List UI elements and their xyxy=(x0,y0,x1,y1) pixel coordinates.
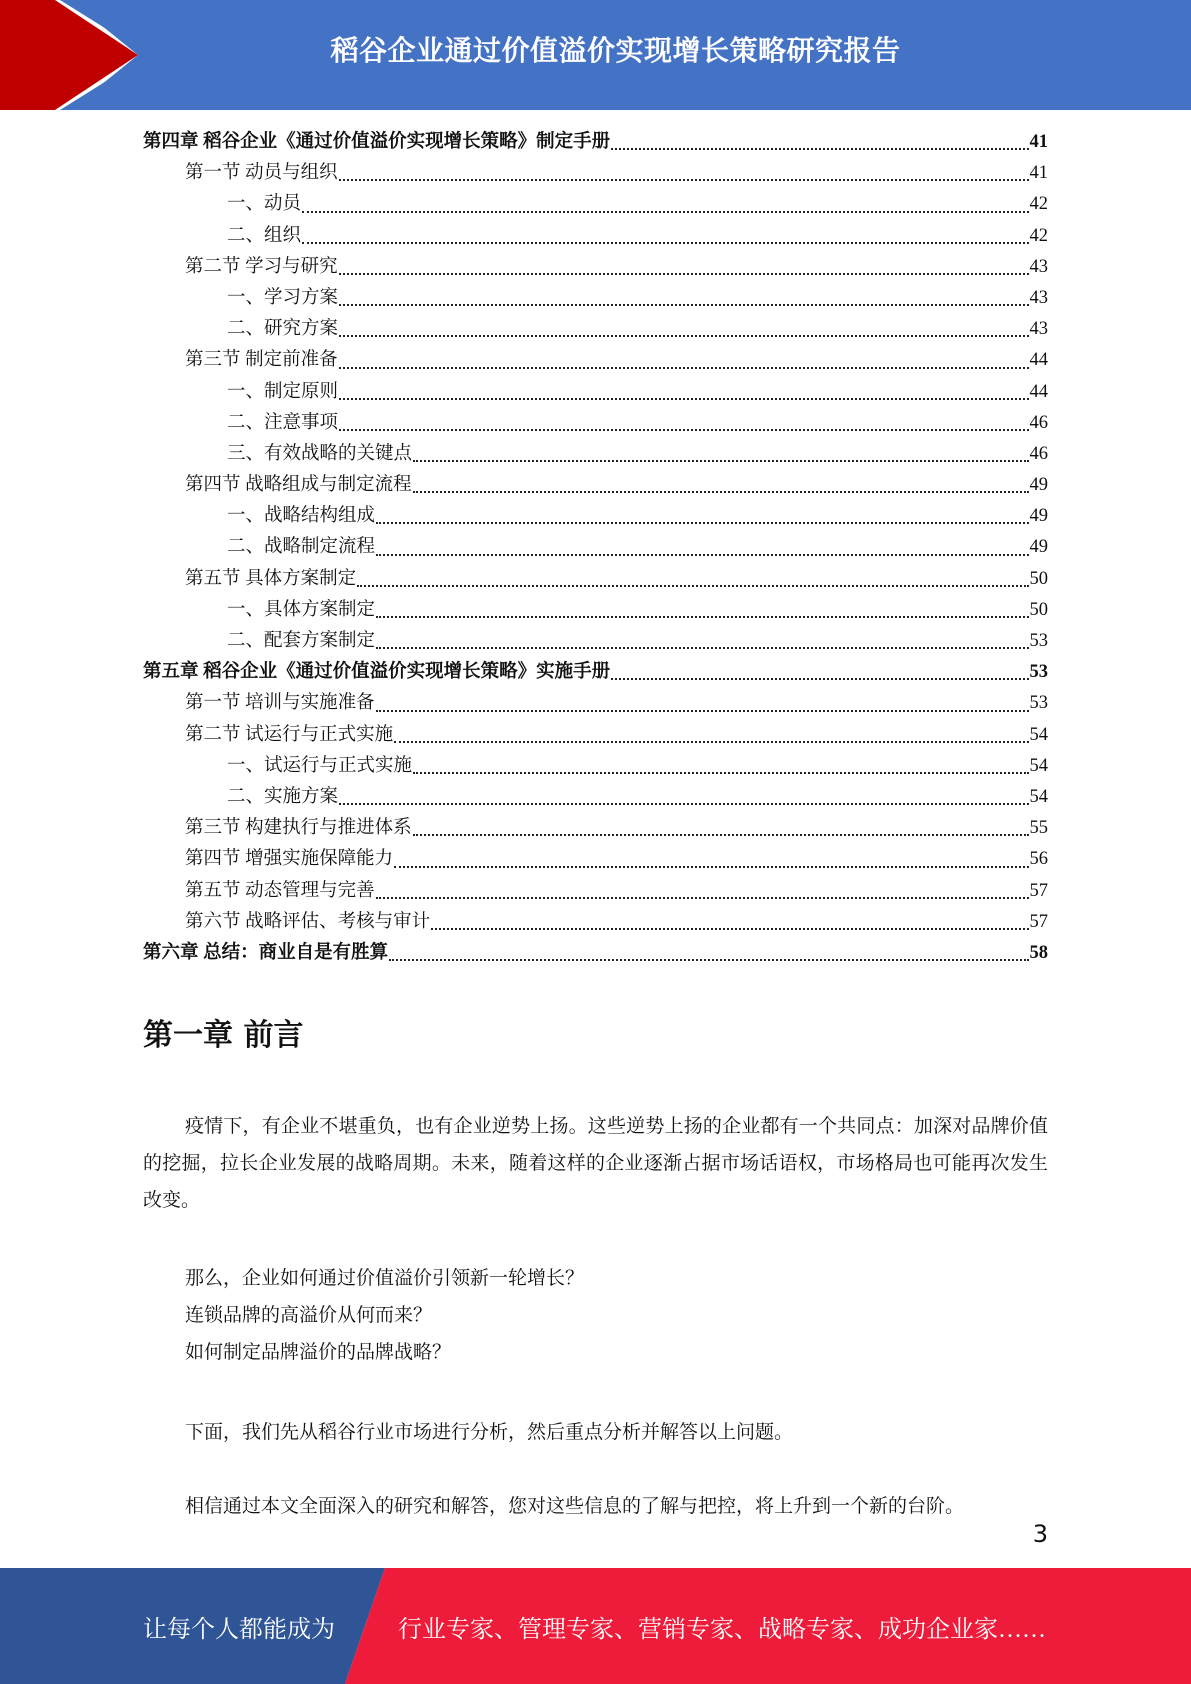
toc-entry[interactable] xyxy=(143,751,1048,782)
toc-entry-label: 一、学习方案 xyxy=(227,287,339,308)
toc-entry-page: 50 xyxy=(1029,568,1048,589)
toc-entry[interactable] xyxy=(143,720,1048,751)
toc-leader-dots xyxy=(376,897,1029,899)
toc-entry-page: 43 xyxy=(1029,256,1048,277)
toc-leader-dots xyxy=(376,616,1028,618)
toc-entry[interactable] xyxy=(143,626,1048,657)
toc-entry-page: 50 xyxy=(1029,599,1048,620)
toc-leader-dots xyxy=(302,242,1028,244)
toc-leader-dots xyxy=(339,398,1028,400)
toc-entry[interactable] xyxy=(143,844,1048,875)
toc-entry-page: 55 xyxy=(1029,818,1048,839)
toc-entry-page: 54 xyxy=(1029,786,1048,807)
toc-entry-label: 第四节 战略组成与制定流程 xyxy=(185,475,412,496)
toc-entry-label: 第二节 学习与研究 xyxy=(185,256,338,277)
toc-entry[interactable] xyxy=(143,657,1048,688)
toc-entry[interactable] xyxy=(143,907,1048,938)
toc-entry[interactable] xyxy=(143,938,1048,969)
toc-entry[interactable] xyxy=(143,252,1048,283)
toc-leader-dots xyxy=(413,460,1028,462)
toc-entry-page: 58 xyxy=(1029,942,1048,963)
intro-paragraph: 疫情下，有企业不堪重负，也有企业逆势上扬。这些逆势上扬的企业都有一个共同点：加深对品牌价值的挖掘，拉长企业发展的战略周期。未来，随着这样的企业逐渐占据市场话语权，市场格局也可能再次发生改变。 xyxy=(143,1116,1048,1211)
question-3: 如何制定品牌溢价的品牌战略？ xyxy=(185,1342,452,1363)
toc-entry[interactable] xyxy=(143,532,1048,563)
toc-entry-label: 一、具体方案制定 xyxy=(227,599,376,620)
toc-entry[interactable] xyxy=(143,314,1048,345)
toc-entry[interactable] xyxy=(143,127,1048,158)
toc-entry-label: 第一节 培训与实施准备 xyxy=(185,693,375,714)
toc-entry-label: 第一节 动员与组织 xyxy=(185,163,338,184)
toc-entry[interactable] xyxy=(143,158,1048,189)
toc-entry[interactable] xyxy=(143,221,1048,252)
toc-entry[interactable] xyxy=(143,408,1048,439)
toc-entry-label: 第六章 总结：商业自是有胜算 xyxy=(143,942,389,963)
toc-entry[interactable] xyxy=(143,595,1048,626)
toc-entry[interactable] xyxy=(143,439,1048,470)
table-of-contents xyxy=(143,127,1048,969)
toc-entry-page: 41 xyxy=(1029,132,1048,152)
toc-leader-dots xyxy=(339,367,1029,369)
toc-entry-page: 42 xyxy=(1029,225,1048,246)
toc-entry-label: 一、试运行与正式实施 xyxy=(227,755,413,776)
toc-entry-page: 44 xyxy=(1029,381,1048,402)
toc-entry-page: 43 xyxy=(1029,287,1048,308)
toc-entry-page: 44 xyxy=(1029,350,1048,371)
toc-entry[interactable] xyxy=(143,345,1048,376)
toc-entry-label: 二、战略制定流程 xyxy=(227,537,376,558)
toc-entry-page: 49 xyxy=(1029,475,1048,496)
toc-entry-page: 53 xyxy=(1029,662,1048,683)
toc-entry-label: 第四章 稻谷企业《通过价值溢价实现增长策略》制定手册 xyxy=(143,132,611,152)
toc-entry[interactable] xyxy=(143,782,1048,813)
toc-entry[interactable] xyxy=(143,564,1048,595)
toc-entry-page: 56 xyxy=(1029,849,1048,870)
footer-slogan-right: 行业专家、管理专家、营销专家、战略专家、成功企业家…… xyxy=(398,1616,1046,1643)
toc-entry-label: 一、制定原则 xyxy=(227,381,339,402)
toc-entry-page: 41 xyxy=(1029,163,1048,184)
question-2: 连锁品牌的高溢价从何而来？ xyxy=(185,1305,433,1326)
toc-leader-dots xyxy=(611,678,1028,680)
toc-leader-dots xyxy=(302,211,1028,213)
toc-leader-dots xyxy=(339,335,1028,337)
toc-entry-label: 一、动员 xyxy=(227,194,302,215)
toc-entry-page: 57 xyxy=(1029,880,1048,901)
toc-leader-dots xyxy=(394,741,1028,743)
toc-entry-label: 二、组织 xyxy=(227,225,302,246)
toc-entry-label: 第三节 制定前准备 xyxy=(185,350,338,371)
toc-entry-page: 49 xyxy=(1029,506,1048,527)
toc-leader-dots xyxy=(413,834,1029,836)
page-number: 3 xyxy=(1032,1520,1048,1548)
toc-entry[interactable] xyxy=(143,501,1048,532)
header-chevron-decoration xyxy=(0,0,150,110)
toc-entry-label: 第五章 稻谷企业《通过价值溢价实现增长策略》实施手册 xyxy=(143,662,611,683)
toc-entry[interactable] xyxy=(143,283,1048,314)
toc-entry-page: 42 xyxy=(1029,194,1048,215)
toc-leader-dots xyxy=(389,959,1028,961)
analysis-paragraph: 下面，我们先从稻谷行业市场进行分析，然后重点分析并解答以上问题。 xyxy=(185,1422,794,1443)
toc-entry-label: 一、战略结构组成 xyxy=(227,506,376,527)
toc-entry[interactable] xyxy=(143,688,1048,719)
toc-entry-page: 46 xyxy=(1029,412,1048,433)
toc-entry-label: 第五节 动态管理与完善 xyxy=(185,880,375,901)
toc-leader-dots xyxy=(376,554,1028,556)
toc-entry-page: 53 xyxy=(1029,631,1048,651)
toc-entry-label: 第二节 试运行与正式实施 xyxy=(185,724,394,745)
toc-leader-dots xyxy=(376,522,1028,524)
toc-entry-label: 二、研究方案 xyxy=(227,319,339,340)
closing-paragraph: 相信通过本文全面深入的研究和解答，您对这些信息的了解与把控，将上升到一个新的台阶。 xyxy=(185,1496,965,1517)
toc-entry[interactable] xyxy=(143,377,1048,408)
toc-leader-dots xyxy=(413,772,1028,774)
toc-leader-dots xyxy=(339,304,1028,306)
toc-entry[interactable] xyxy=(143,876,1048,907)
footer-slogan-left: 让每个人都能成为 xyxy=(143,1616,335,1643)
chapter-title: 第一章 前言 xyxy=(143,1018,304,1053)
toc-entry-label: 二、实施方案 xyxy=(227,786,339,807)
toc-leader-dots xyxy=(376,710,1029,712)
toc-entry-page: 49 xyxy=(1029,537,1048,558)
report-title: 稻谷企业通过价值溢价实现增长策略研究报告 xyxy=(330,34,901,67)
toc-leader-dots xyxy=(611,148,1028,150)
toc-entry[interactable] xyxy=(143,189,1048,220)
toc-entry[interactable] xyxy=(143,813,1048,844)
toc-entry-label: 二、配套方案制定 xyxy=(227,631,376,651)
question-1: 那么，企业如何通过价值溢价引领新一轮增长？ xyxy=(185,1268,585,1289)
toc-leader-dots xyxy=(339,803,1028,805)
toc-entry[interactable] xyxy=(143,470,1048,501)
toc-leader-dots xyxy=(339,273,1029,275)
toc-entry-label: 第六节 战略评估、考核与审计 xyxy=(185,911,431,932)
toc-leader-dots xyxy=(376,647,1028,649)
toc-entry-label: 二、注意事项 xyxy=(227,412,339,433)
toc-entry-page: 54 xyxy=(1029,755,1048,776)
page-header xyxy=(0,0,1191,110)
toc-entry-label: 第五节 具体方案制定 xyxy=(185,568,357,589)
toc-leader-dots xyxy=(339,179,1029,181)
toc-leader-dots xyxy=(413,491,1029,493)
toc-leader-dots xyxy=(339,429,1028,431)
toc-leader-dots xyxy=(357,585,1028,587)
toc-leader-dots xyxy=(394,866,1028,868)
toc-entry-label: 第四节 增强实施保障能力 xyxy=(185,849,394,870)
toc-entry-label: 第三节 构建执行与推进体系 xyxy=(185,818,412,839)
toc-entry-page: 54 xyxy=(1029,724,1048,745)
toc-leader-dots xyxy=(431,928,1028,930)
toc-entry-label: 三、有效战略的关键点 xyxy=(227,443,413,464)
page-footer xyxy=(0,1568,1191,1684)
toc-entry-page: 46 xyxy=(1029,443,1048,464)
toc-entry-page: 57 xyxy=(1029,911,1048,932)
toc-entry-page: 53 xyxy=(1029,693,1048,714)
toc-entry-page: 43 xyxy=(1029,319,1048,340)
